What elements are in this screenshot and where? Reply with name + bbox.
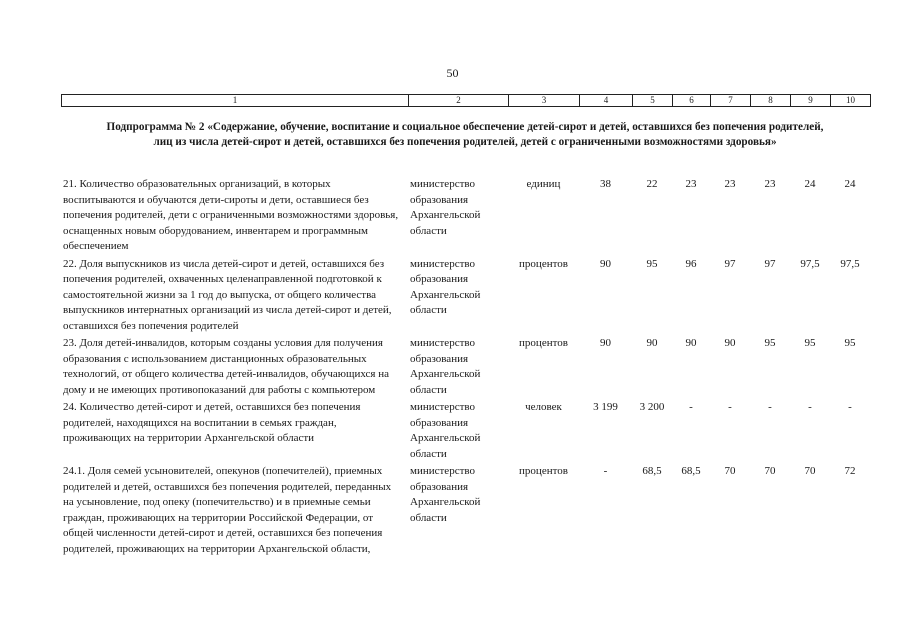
value-cell: 70 (724, 465, 736, 477)
value-cell: - (603, 465, 608, 477)
unit: процентов (519, 337, 568, 349)
value-cell: 97,5 (840, 257, 860, 270)
value-cell: 97 (764, 257, 776, 270)
value-cell: 3 200 (639, 401, 665, 413)
value-cell: 23 (724, 178, 736, 190)
value-cell: 72 (844, 465, 856, 477)
responsible-ministry: министерство образования Архангельской области (410, 178, 481, 237)
column-number: 9 (791, 95, 831, 107)
value-cell: 96 (685, 257, 697, 270)
column-number-header (61, 94, 871, 107)
value-cell: 68,5 (642, 465, 662, 477)
value-cell: 90 (600, 257, 611, 270)
column-number: 6 (673, 95, 711, 107)
indicator-text: 21. Количество образовательных организаций, в которых воспитываются и обучаются дети-сироты и дети, оставшиеся без попечения родителей, дети с ограниченными возможностями здоровья, оснащенных новым оборудованием, инвентарем и программным обеспечением (63, 178, 399, 252)
value-cell: 24 (804, 178, 816, 190)
column-number: 1 (62, 95, 409, 107)
value-cell: 90 (600, 337, 611, 349)
column-number: 2 (409, 95, 509, 107)
value-cell: 70 (804, 465, 816, 477)
indicator-text: 23. Доля детей-инвалидов, которым созданы условия для получения образования с использованием дистанционных образовательных технологий, от общего количества детей-инвалидов, обучающихся на дому и не имеющих противопоказаний для работы с компьютером (63, 337, 389, 396)
responsible-ministry: министерство образования Архангельской области (410, 465, 481, 524)
column-number: 10 (831, 95, 871, 107)
value-cell: 95 (804, 337, 816, 349)
value-cell: 90 (724, 337, 736, 349)
page-number: 50 (446, 66, 459, 80)
column-number: 3 (509, 95, 580, 107)
value-cell: 97,5 (800, 257, 820, 270)
table-row (61, 177, 870, 257)
value-cell: - (808, 401, 812, 413)
responsible-ministry: министерство образования Архангельской области (410, 401, 481, 460)
responsible-ministry: министерство образования Архангельской области (410, 257, 481, 316)
value-cell: - (768, 401, 772, 413)
value-cell: 23 (685, 178, 697, 190)
unit: единиц (526, 178, 561, 190)
column-number: 5 (633, 95, 673, 107)
value-cell: 24 (844, 178, 856, 190)
indicator-text: 24. Количество детей-сирот и детей, оставшихся без попечения родителей, находящихся на воспитании в семьях граждан, проживающих на территории Архангельской области (63, 401, 361, 444)
value-cell: 90 (646, 337, 658, 349)
value-cell: - (848, 401, 852, 413)
indicator-text: 22. Доля выпускников из числа детей-сирот и детей, оставшихся без попечения родителей, охваченных целенаправленной подготовкой к самостоятельной жизни за 1 год до выпуска, от общего количества выпускников интернатных организаций из числа детей-сирот и детей, оставшихся без попечения родителей (63, 257, 392, 332)
table-row (61, 257, 870, 337)
value-cell: 3 199 (593, 401, 618, 413)
value-cell: 70 (764, 465, 776, 477)
value-cell: 95 (764, 337, 776, 349)
table-row (61, 464, 870, 559)
column-number: 4 (580, 95, 633, 107)
value-cell: 68,5 (681, 465, 701, 477)
indicators-table (61, 177, 870, 559)
value-cell: 90 (685, 337, 697, 349)
column-number: 7 (711, 95, 751, 107)
table-row (61, 400, 870, 464)
value-cell: 97 (724, 257, 736, 270)
responsible-ministry: министерство образования Архангельской области (410, 337, 481, 396)
value-cell: 22 (646, 178, 658, 190)
unit: человек (525, 401, 562, 413)
value-cell: 95 (844, 337, 856, 349)
value-cell: - (689, 401, 693, 413)
indicator-text: 24.1. Доля семей усыновителей, опекунов (попечителей), приемных родителей и детей, оставшихся без попечения родителей, переданных на усыновление, под опеку (попечительство) и в приемные семьи граждан, проживающих на территории Российской Федерации, от общей численности детей-сирот и детей, оставшихся без попечения родителей, проживающих на территории Архангельской области, (63, 465, 392, 555)
table-row (61, 336, 870, 400)
value-cell: 23 (764, 178, 776, 190)
column-number: 8 (751, 95, 791, 107)
value-cell: 95 (646, 257, 658, 270)
unit: процентов (519, 465, 568, 477)
subprogram-title: Подпрограмма № 2 «Содержание, обучение, воспитание и социальное обеспечение детей-сирот и детей, оставшихся без попечения родителей, лиц из числа детей-сирот и детей, оставшихся без попечения родителей, детей с ограниченными возможностями здоровья» (106, 121, 824, 148)
value-cell: - (728, 401, 732, 413)
value-cell: 38 (600, 178, 611, 190)
unit: процентов (519, 257, 568, 270)
